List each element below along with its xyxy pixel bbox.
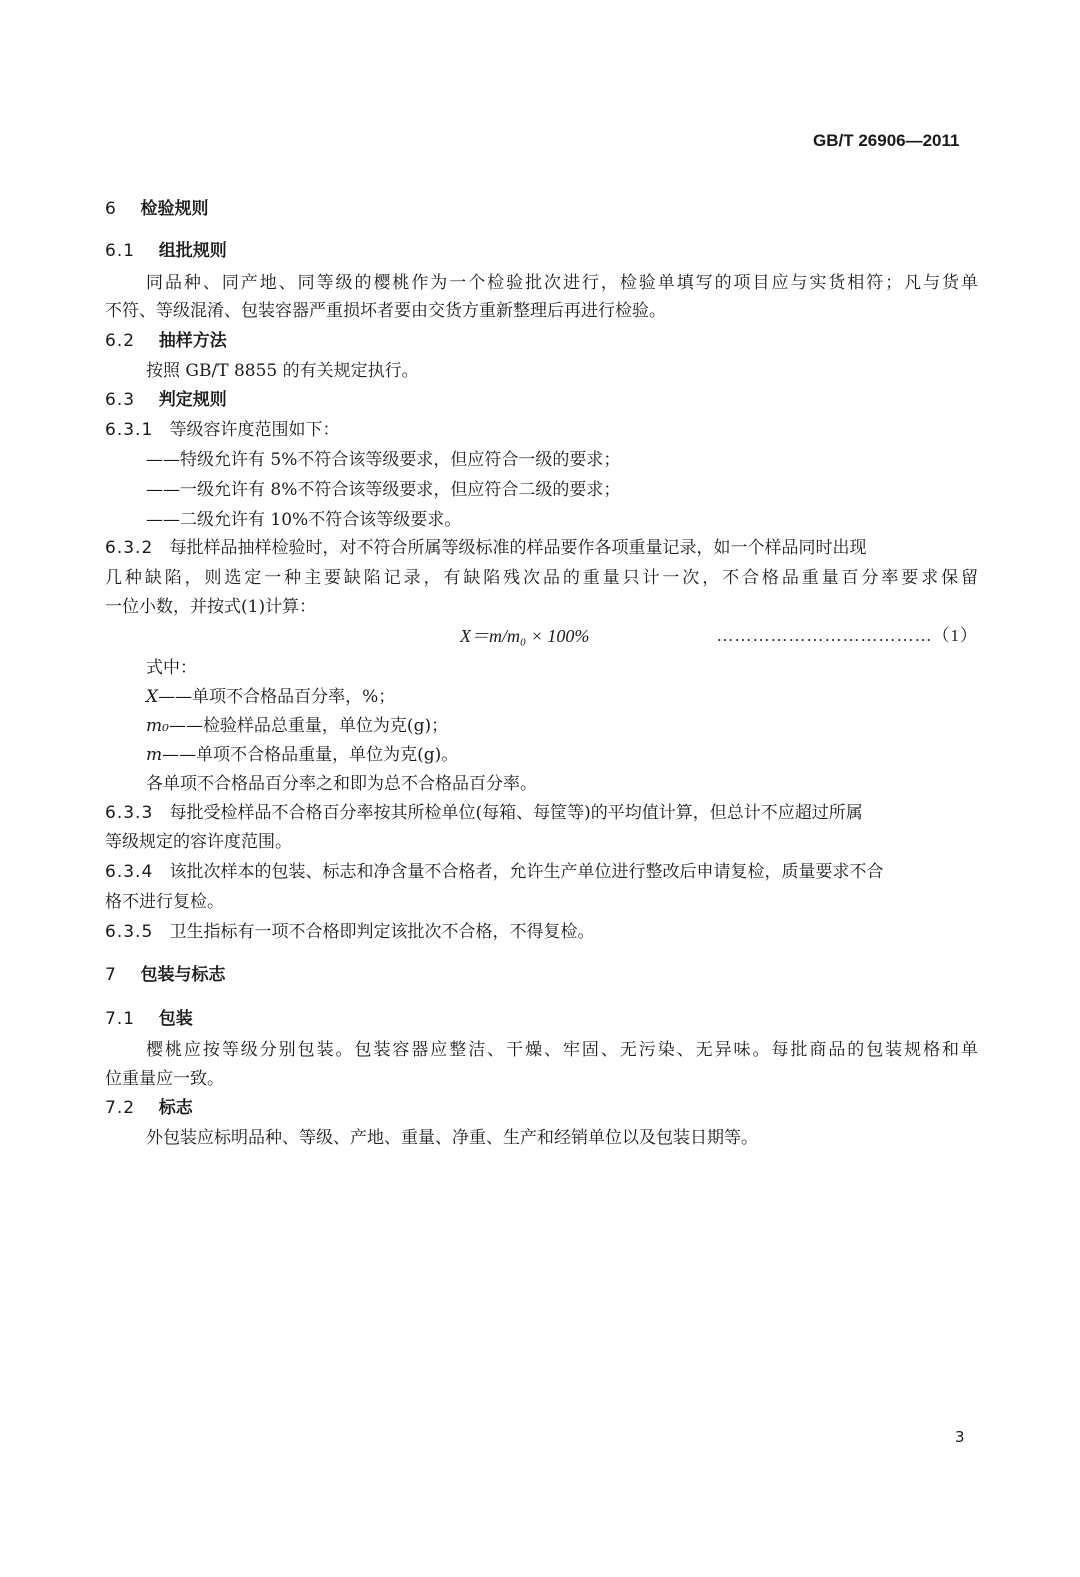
- section-title: 包装与标志: [140, 965, 226, 985]
- list-item: ——一级允许有 8%不符合该等级要求，但应符合二级的要求；: [146, 480, 621, 500]
- clause-text: 每批样品抽样检验时，对不符合所属等级标准的样品要作各项重量记录，如一个样品同时出现: [169, 538, 867, 558]
- clause-number: 6.3.3: [105, 803, 154, 823]
- equation-number: ………………………………（1）: [716, 626, 978, 645]
- section-number: 6.2: [105, 331, 136, 351]
- clause-6-3-5: [105, 921, 594, 943]
- section-6-heading: [105, 198, 209, 220]
- clause-text: 该批次样本的包装、标志和净含量不合格者，允许生产单位进行整改后申请复检，质量要求不合: [169, 862, 884, 882]
- variable-definition: [146, 686, 395, 708]
- section-7-2-text: 外包装应标明品种、等级、产地、重量、净重、生产和经销单位以及包装日期等。: [146, 1128, 758, 1148]
- formula: X＝m/m₀ × 100%: [460, 626, 590, 646]
- variable-definition: [146, 715, 448, 737]
- variable-description: ——检验样品总重量，单位为克(g)；: [168, 716, 449, 736]
- clause-6-3-3-line-2: 等级规定的容许度范围。: [105, 832, 292, 852]
- clause-6-3-1: [105, 419, 339, 441]
- section-title: 包装: [158, 1009, 193, 1029]
- section-7-1-text-line-1: 樱桃应按等级分别包装。包装容器应整洁、干燥、牢固、无污染、无异味。每批商品的包装规格和单: [146, 1040, 978, 1060]
- clause-note: 各单项不合格品百分率之和即为总不合格品百分率。: [146, 774, 537, 794]
- section-number: 6.3: [105, 390, 136, 410]
- variable-definition: [146, 744, 458, 766]
- section-6-2-heading: [105, 330, 227, 352]
- section-number: 6: [105, 199, 117, 219]
- section-number: 7: [105, 965, 117, 985]
- section-6-2-text: 按照 GB/T 8855 的有关规定执行。: [146, 361, 419, 381]
- where-label: 式中：: [146, 658, 197, 678]
- section-title: 抽样方法: [158, 331, 227, 351]
- clause-6-3-2-line-3: 一位小数，并按式(1)计算：: [105, 597, 317, 617]
- section-number: 7.2: [105, 1098, 136, 1118]
- section-7-1-heading: [105, 1008, 193, 1030]
- section-6-1-text-line-1: 同品种、同产地、同等级的樱桃作为一个检验批次进行，检验单填写的项目应与实货相符；凡与货单: [146, 273, 978, 293]
- section-7-1-text-line-2: 位重量应一致。: [105, 1069, 224, 1089]
- variable-symbol: m: [146, 745, 163, 765]
- section-6-3-heading: [105, 389, 227, 411]
- clause-6-3-4-line-2: 格不进行复检。: [105, 892, 224, 912]
- clause-text: 卫生指标有一项不合格即判定该批次不合格，不得复检。: [169, 922, 595, 942]
- section-title: 检验规则: [140, 199, 209, 219]
- variable-symbol: m₀: [146, 716, 169, 736]
- section-number: 6.1: [105, 241, 136, 261]
- clause-6-3-4-line-1: [105, 861, 978, 883]
- section-title: 标志: [158, 1098, 193, 1118]
- clause-number: 6.3.1: [105, 420, 154, 440]
- standard-code: GB/T 26906—2011: [813, 131, 960, 150]
- section-number: 7.1: [105, 1009, 136, 1029]
- variable-description: ——单项不合格品百分率，%；: [158, 687, 396, 707]
- list-item: ——二级允许有 10%不符合该等级要求。: [146, 510, 462, 530]
- list-item: ——特级允许有 5%不符合该等级要求，但应符合一级的要求；: [146, 450, 621, 470]
- clause-number: 6.3.4: [105, 862, 154, 882]
- clause-text: 每批受检样品不合格百分率按其所检单位(每箱、每筐等)的平均值计算，但总计不应超过所属: [169, 803, 863, 823]
- section-6-1-heading: [105, 240, 227, 262]
- variable-symbol: X: [146, 687, 159, 707]
- variable-description: ——单项不合格品重量，单位为克(g)。: [162, 745, 459, 765]
- section-title: 组批规则: [158, 241, 227, 261]
- clause-text: 等级容许度范围如下：: [169, 420, 340, 440]
- section-7-heading: [105, 964, 226, 986]
- clause-6-3-2-line-1: [105, 537, 978, 559]
- clause-number: 6.3.2: [105, 538, 154, 558]
- section-title: 判定规则: [158, 390, 227, 410]
- clause-6-3-3-line-1: [105, 802, 978, 824]
- clause-number: 6.3.5: [105, 922, 154, 942]
- section-7-2-heading: [105, 1097, 193, 1119]
- section-6-1-text-line-2: 不符、等级混淆、包装容器严重损坏者要由交货方重新整理后再进行检验。: [105, 301, 666, 321]
- page-number: 3: [955, 1428, 965, 1446]
- clause-6-3-2-line-2: 几种缺陷，则选定一种主要缺陷记录，有缺陷残次品的重量只计一次，不合格品重量百分率要求保留: [105, 568, 978, 588]
